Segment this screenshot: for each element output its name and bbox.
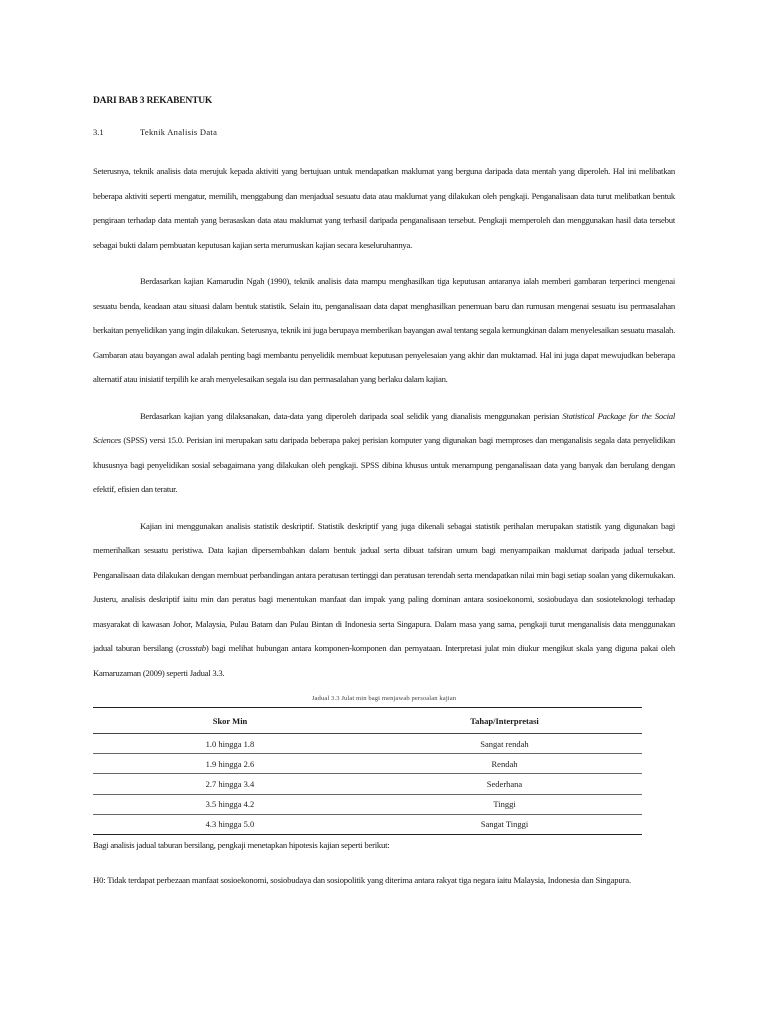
section-heading	[93, 126, 675, 138]
paragraph-4-crosstab: crosstab	[178, 643, 206, 653]
cell-level: Rendah	[367, 754, 642, 774]
cell-level: Sederhana	[367, 774, 642, 794]
paragraph-1: Seterusnya, teknik analisis data merujuk kepada aktiviti yang bertujuan untuk mendapatkan maklumat yang berguna daripada data mentah yang diperoleh. Hal ini melibatkan beberapa aktiviti seperti mengatur, memilih, menggabung dan menjadual sesuatu data atau maklumat yang dilakukan oleh pengkaji. Penganalisaan data turut melibatkan bentuk pengiraan terhadap data mentah yang berasaskan data atau maklumat yang terhasil daripada penganalisaan tersebut. Pengkaji memperoleh dan menggunakan hasil data tersebut sebagai bukti dalam pembuatan keputusan kajian serta merumuskan kajian secara keseluruhannya.	[93, 166, 675, 250]
header-level: Tahap/Interpretasi	[470, 715, 539, 726]
table-row	[93, 794, 642, 814]
cell-level: Sangat Tinggi	[367, 814, 642, 834]
hypothesis-h0: H0: Tidak terdapat perbezaan manfaat sosioekonomi, sosiobudaya dan sosiopolitik yang diterima antara rakyat tiga negara iaitu Malaysia, Indonesia dan Singapura.	[93, 874, 631, 885]
cell-score: 4.3 hingga 5.0	[93, 814, 367, 834]
paragraph-3-software-name: Statistical Package for the Social Sciences	[93, 410, 675, 445]
paragraph-4	[93, 514, 675, 686]
table-row	[93, 754, 642, 774]
table-row	[93, 774, 642, 794]
cell-score: 1.0 hingga 1.8	[93, 734, 367, 754]
cell-score: 3.5 hingga 4.2	[93, 794, 367, 814]
paragraph-2: Berdasarkan kajian Kamarudin Ngah (1990), teknik analisis data mampu menghasilkan tiga keputusan antaranya ialah memberi gambaran terperinci mengenai sesuatu benda, keadaan atau situasi dalam bentuk statistik. Selain itu, penganalisaan data dapat menghasilkan penemuan baru dan rumusan mengenai sesuatu isu permasalahan berkaitan penyelidikan yang ingin dilakukan. Seterusnya, teknik ini juga berupaya memberikan bayangan awal tentang segala kemungkinan dalam menyelesaikan sesuatu masalah. Gambaran atau bayangan awal adalah penting bagi membantu penyelidik membuat keputusan penyelesaian yang akhir dan muktamad. Hal ini juga dapat mewujudkan beberapa alternatif atau inisiatif terpilih ke arah menyelesaikan segala isu dan permasalahan yang berlaku dalam kajian.	[93, 276, 675, 384]
section-number: 3.1	[93, 127, 104, 137]
table-row	[93, 814, 642, 834]
table-header-row	[93, 708, 642, 734]
cell-level: Sangat rendah	[367, 734, 642, 754]
table-caption: Jadual 3.3 Julat min bagi menjawab persoalan kajian	[311, 695, 457, 702]
cell-level: Tinggi	[367, 794, 642, 814]
chapter-heading: DARI BAB 3 REKABENTUK	[93, 96, 213, 106]
paragraph-4-text-b: ) bagi melihat hubungan antara komponen-komponen dan pernyataan. Interpretasi julat min diukur mengikut skala yang diguna pakai oleh Kamaruzaman (2009) seperti Jadual 3.3.	[93, 643, 675, 678]
paragraph-3	[93, 404, 675, 502]
mean-range-table	[93, 707, 642, 835]
cell-score: 2.7 hingga 3.4	[93, 774, 367, 794]
table-row	[93, 734, 642, 754]
crosstab-intro: Bagi analisis jadual taburan bersilang, pengkaji menetapkan hipotesis kajian seperti berikut:	[93, 839, 390, 850]
header-score: Skor Min	[212, 715, 248, 726]
section-title: Teknik Analisis Data	[140, 127, 218, 137]
paragraph-4-text-a: Kajian ini menggunakan analisis statistik deskriptif. Statistik deskriptif yang juga dikenali sebagai statistik perihalan merupakan statistik yang digunakan bagi memerihalkan sesuatu peristiwa. Data kajian dipersembahkan dalam bentuk jadual serta dibuat tafsiran umum bagi menyampaikan maklumat daripada jadual tersebut. Penganalisaan data dilakukan dengan membuat perbandingan antara peratusan tertinggi dan peratusan terendah serta mendapatkan nilai min bagi setiap soalan yang dikemukakan. Justeru, analisis deskriptif iaitu min dan peratus bagi menentukan manfaat dan impak yang paling dominan antara sosioekonomi, sosiobudaya dan sosioteknologi terhadap masyarakat di kawasan Johor, Malaysia, Pulau Batam dan Pulau Bintan di Indonesia serta Singapura. Dalam masa yang sama, pengkaji turut menganalisis data menggunakan jadual taburan bersilang (	[93, 520, 675, 653]
cell-score: 1.9 hingga 2.6	[93, 754, 367, 774]
document-content	[93, 94, 675, 893]
paragraph-3-text-a: Berdasarkan kajian yang dilaksanakan, data-data yang diperoleh daripada soal selidik yang dianalisis menggunakan perisian	[140, 410, 563, 421]
paragraph-3-text-b: (SPSS) versi 15.0. Perisian ini merupakan satu daripada beberapa pakej perisian komputer yang digunakan bagi memproses dan menganalisis segala data penyelidikan khususnya bagi penyelidikan sosial sebagaimana yang dilakukan oleh pengkaji. SPSS dibina khusus untuk menampung penganalisaan data yang banyak dan berulang dengan efektif, efisien dan teratur.	[93, 435, 675, 494]
